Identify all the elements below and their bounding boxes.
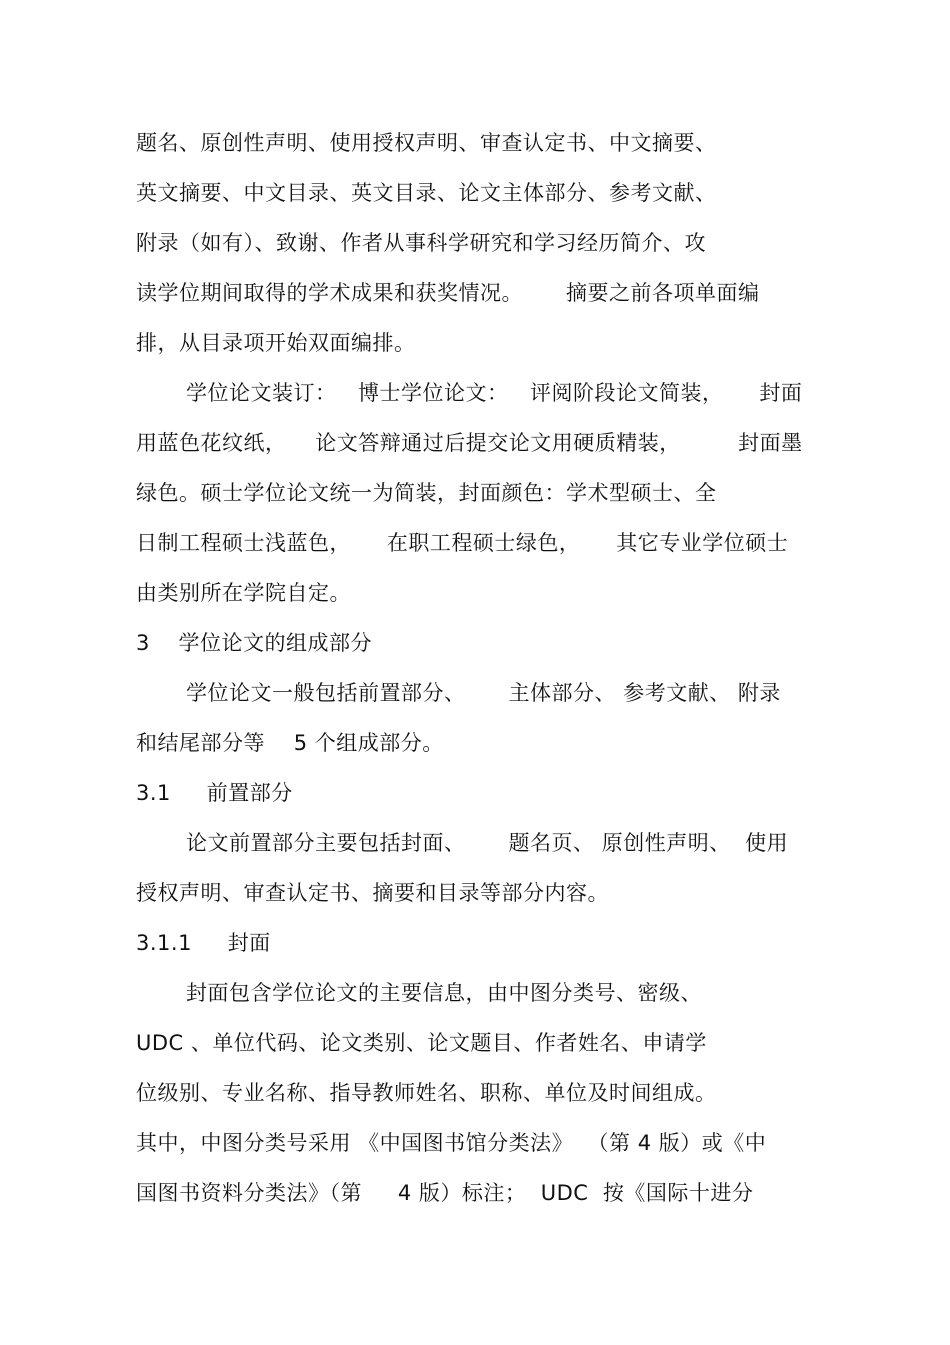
paragraph-line: 绿色。硕士学位论文统一为简装，封面颜色：学术型硕士、全: [136, 481, 717, 505]
paragraph-line: 英文摘要、中文目录、英文目录、论文主体部分、参考文献、: [136, 181, 717, 205]
paragraph-line: 位级别、专业名称、指导教师姓名、职称、单位及时间组成。: [136, 1081, 717, 1105]
paragraph-line: 和结尾部分等 5 个组成部分。: [136, 731, 444, 755]
paragraph-line: 题名、原创性声明、使用授权声明、审查认定书、中文摘要、: [136, 131, 717, 155]
section-heading: 3 学位论文的组成部分: [136, 631, 373, 655]
paragraph-line: 用蓝色花纹纸， 论文答辩通过后提交论文用硬质精装， 封面墨: [136, 431, 803, 455]
paragraph-line: 附录（如有）、致谢、作者从事科学研究和学习经历简介、攻: [136, 231, 706, 255]
paragraph-line: 国图书资料分类法》（第 4 版）标注； UDC 按《国际十进分: [136, 1181, 754, 1205]
paragraph-line: 由类别所在学院自定。: [136, 581, 351, 605]
paragraph-line: UDC 、单位代码、论文类别、论文题目、作者姓名、申请学: [136, 1031, 707, 1055]
paragraph-line: 其中，中图分类号采用 《中国图书馆分类法》 （第 4 版）或《中: [136, 1131, 767, 1155]
paragraph-line: 读学位期间取得的学术成果和获奖情况。 摘要之前各项单面编: [136, 281, 760, 305]
paragraph-line: 日制工程硕士浅蓝色， 在职工程硕士绿色， 其它专业学位硕士: [136, 531, 789, 555]
paragraph-line: 学位论文一般包括前置部分、 主体部分、 参考文献、 附录: [186, 681, 781, 705]
paragraph-line: 排，从目录项开始双面编排。: [136, 331, 416, 355]
paragraph-line: 授权声明、审查认定书、摘要和目录等部分内容。: [136, 881, 609, 905]
paragraph-line: 论文前置部分主要包括封面、 题名页、 原创性声明、 使用: [186, 831, 789, 855]
paragraph-line: 学位论文装订： 博士学位论文： 评阅阶段论文简装， 封面: [186, 381, 803, 405]
paragraph-line: 封面包含学位论文的主要信息，由中图分类号、密级、: [186, 981, 702, 1005]
section-heading: 3.1 前置部分: [136, 781, 293, 805]
section-heading: 3.1.1 封面: [136, 931, 271, 955]
